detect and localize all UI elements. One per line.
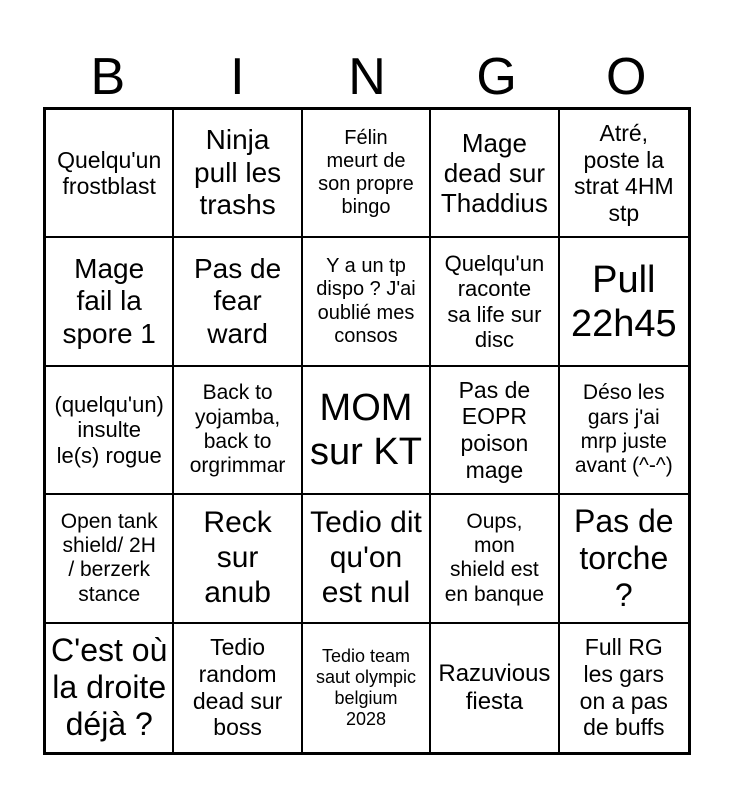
bingo-cell-r4c5[interactable]: Pas de torche ? xyxy=(560,495,688,623)
bingo-cell-r3c1[interactable]: (quelqu'un) insulte le(s) rogue xyxy=(46,367,174,495)
bingo-cell-r4c2[interactable]: Reck sur anub xyxy=(174,495,302,623)
bingo-cell-r1c3[interactable]: Félin meurt de son propre bingo xyxy=(303,110,431,238)
bingo-cell-r1c2[interactable]: Ninja pull les trashs xyxy=(174,110,302,238)
bingo-cell-r3c4[interactable]: Pas de EOPR poison mage xyxy=(431,367,559,495)
bingo-cell-r2c1[interactable]: Mage fail la spore 1 xyxy=(46,238,174,366)
bingo-cell-r2c5[interactable]: Pull 22h45 xyxy=(560,238,688,366)
bingo-cell-r5c4[interactable]: Razuvious fiesta xyxy=(431,624,559,752)
bingo-cell-r5c5[interactable]: Full RG les gars on a pas de buffs xyxy=(579,634,668,741)
bingo-cell-r4c4[interactable]: Oups, mon shield est en banque xyxy=(431,495,559,623)
bingo-title-letter-i: I xyxy=(230,48,245,106)
bingo-cell-r3c5[interactable]: Déso les gars j'ai mrp juste avant (^-^) xyxy=(560,367,688,495)
bingo-cell-r4c3[interactable]: Tedio dit qu'on est nul xyxy=(303,495,431,623)
bingo-cell-r4c1[interactable]: Open tank shield/ 2H / berzerk stance xyxy=(46,495,174,623)
bingo-cell-r5c1[interactable]: C'est où la droite déjà ? xyxy=(46,624,174,752)
bingo-cell-r2c4[interactable]: Quelqu'un raconte sa life sur disc xyxy=(431,238,559,366)
bingo-title-letter-g: G xyxy=(476,48,517,106)
bingo-title-letter-b: B xyxy=(90,48,126,106)
bingo-cell-r3c2[interactable]: Back to yojamba, back to orgrimmar xyxy=(174,367,302,495)
bingo-title-letter-o: O xyxy=(605,48,647,106)
bingo-cell-r1c4[interactable]: Mage dead sur Thaddius xyxy=(431,110,559,238)
bingo-cell-r1c1[interactable]: Quelqu'un frostblast xyxy=(46,110,174,238)
bingo-cell-r2c2[interactable]: Pas de fear ward xyxy=(174,238,302,366)
bingo-cell-r2c3[interactable]: Y a un tp dispo ? J'ai oublié mes consos xyxy=(303,238,431,366)
bingo-cell-r3c3[interactable]: MOM sur KT xyxy=(303,367,431,495)
bingo-cell-r5c3[interactable]: Tedio team saut olympic belgium 2028 xyxy=(303,624,431,752)
bingo-title-letter-n: N xyxy=(348,48,386,106)
bingo-cell-r5c2[interactable]: Tedio random dead sur boss xyxy=(174,624,302,752)
bingo-cell-r1c5[interactable]: Atré, poste la strat 4HM stp xyxy=(560,110,688,238)
bingo-title xyxy=(43,0,691,107)
bingo-grid xyxy=(43,107,691,755)
